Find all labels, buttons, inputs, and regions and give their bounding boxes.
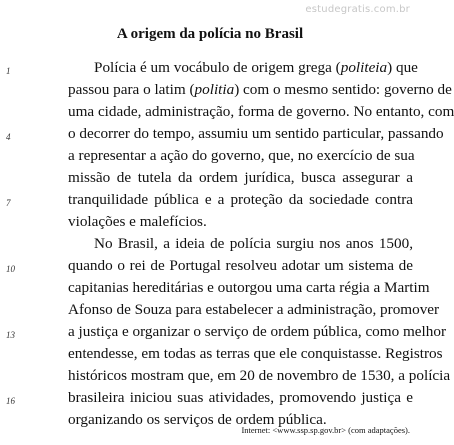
line-text: entendesse, em todas as terras que ele conquistasse. Registros [68,345,443,362]
text-line [0,343,443,365]
line-text: brasileira iniciou suas atividades, promovendo justiça e [68,389,413,406]
line-text: violações e malefícios. [68,213,207,230]
line-number: 16 [6,396,15,406]
line-text: Polícia é um vocábulo de origem grega (politeia) que [94,59,418,76]
source-citation: Internet: <www.ssp.sp.gov.br> (com adaptações). [241,425,410,435]
document-title: A origem da polícia no Brasil [116,26,304,42]
line-text: organizando os serviços de ordem pública. [68,411,327,428]
line-number: 10 [6,264,15,274]
foreign-term: politia [194,81,235,98]
text-line [0,255,420,277]
text-line [0,57,420,79]
line-text: a representar a ação do governo, que, no exercício de sua [68,147,415,164]
text-line [0,211,420,233]
line-number: 13 [6,330,15,340]
foreign-term: politeia [340,59,388,76]
line-text: o decorrer do tempo, assumiu um sentido particular, passando [68,125,444,142]
line-text: missão de tutela da ordem jurídica, busca assegurar a [68,169,413,186]
text-line [0,167,420,189]
text-line [0,123,444,145]
text-line [0,233,420,255]
line-number: 4 [6,132,11,142]
text-line [0,145,420,167]
line-text: quando o rei de Portugal resolveu adotar um sistema de [68,257,413,274]
text-line [0,299,440,321]
line-text: passou para o latim (politia) com o mesmo sentido: governo de [68,81,452,98]
line-text: uma cidade, administração, forma de governo. No entanto, com [68,103,454,120]
text-line [0,189,420,211]
line-text: No Brasil, a ideia de polícia surgiu nos anos 1500, [94,235,413,252]
line-text: históricos mostram que, em 20 de novembro de 1530, a polícia [68,367,451,384]
line-text: tranquilidade pública e a proteção da sociedade contra [68,191,413,208]
text-line [0,277,430,299]
text-line [0,79,452,101]
text-line [0,321,447,343]
line-text: Afonso de Souza para estabelecer a administração, promover [68,301,440,318]
line-text: capitanias hereditárias e outorgou uma carta régia a Martim [68,279,430,296]
text-line [0,101,454,123]
text-line [0,387,420,409]
line-text: a justiça e organizar o serviço de ordem pública, como melhor [68,323,447,340]
line-number: 7 [6,198,11,208]
site-watermark: estudegratis.com.br [305,4,410,15]
line-number: 1 [6,66,11,76]
text-body [0,57,454,431]
text-line [0,365,451,387]
